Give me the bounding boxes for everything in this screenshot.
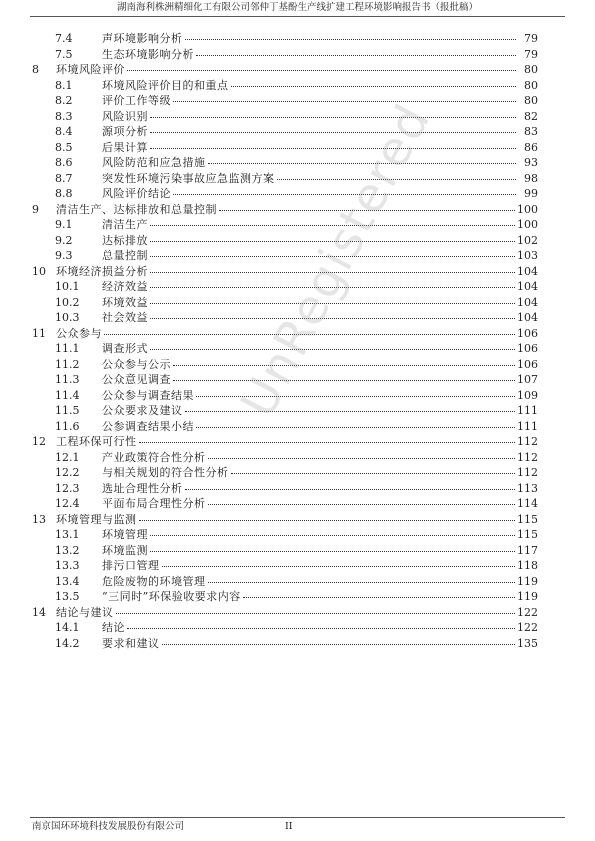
toc-entry-title: 危险废物的环境管理 — [102, 574, 206, 588]
toc-entry-page: 117 — [517, 543, 538, 557]
toc-entry-title: 结论与建议 — [56, 605, 114, 619]
toc-entry-title: 环境监测 — [102, 543, 148, 557]
toc-entry-page: 106 — [517, 326, 538, 340]
toc-entry-page: 104 — [517, 280, 538, 293]
toc-entry-number: 8.1 — [55, 78, 73, 92]
toc-entry-page: 119 — [517, 590, 538, 603]
toc-leader-dots — [196, 426, 515, 428]
toc-entry-number: 8 — [32, 63, 39, 76]
toc-entry-number: 11.3 — [55, 373, 80, 386]
toc-entry-title: 公众意见调查 — [102, 373, 171, 386]
toc-entry-number: 7.4 — [55, 32, 73, 45]
toc-entry[interactable] — [32, 170, 538, 186]
toc-entry[interactable] — [32, 61, 538, 77]
toc-entry-page: 107 — [517, 373, 538, 386]
toc-entry[interactable] — [32, 480, 538, 496]
toc-entry-number: 13.1 — [55, 528, 80, 541]
toc-leader-dots — [208, 457, 516, 459]
toc-entry[interactable] — [32, 263, 538, 279]
toc-entry[interactable] — [32, 464, 538, 480]
toc-entry-page: 114 — [517, 497, 538, 510]
toc-entry-title: 环境管理 — [102, 528, 148, 541]
toc-entry-number: 7.5 — [55, 47, 73, 61]
toc-entry[interactable] — [32, 30, 538, 46]
toc-entry-number: 8.2 — [55, 94, 73, 107]
toc-entry-title: 后果计算 — [102, 140, 148, 154]
toc-entry-title: 总量控制 — [102, 249, 148, 262]
toc-entry-page: 112 — [517, 435, 538, 448]
toc-entry-title: 环境效益 — [102, 295, 148, 309]
toc-entry-title: 公众参与公示 — [102, 357, 171, 371]
toc-entry[interactable] — [32, 449, 538, 465]
toc-entry-number: 11.5 — [55, 404, 80, 417]
toc-entry-number: 8.4 — [55, 125, 73, 138]
toc-leader-dots — [139, 519, 516, 521]
toc-entry[interactable] — [32, 433, 538, 449]
toc-leader-dots — [150, 550, 515, 552]
toc-entry-title: 公众参与调查结果 — [102, 388, 194, 402]
footer-company: 南京国环环境科技发展股份有限公司 — [32, 821, 185, 832]
toc-entry[interactable] — [32, 557, 538, 573]
toc-entry-number: 12 — [32, 435, 46, 448]
toc-entry-title: 环境经济损益分析 — [56, 264, 148, 278]
toc-entry[interactable] — [32, 216, 538, 232]
toc-entry-number: 14.2 — [55, 636, 80, 650]
toc-entry[interactable] — [32, 154, 538, 170]
toc-entry-title: 结论 — [102, 621, 125, 634]
toc-entry-title: 环境风险评价目的和重点 — [102, 78, 229, 92]
toc-leader-dots — [185, 410, 516, 412]
toc-leader-dots — [173, 379, 515, 381]
toc-entry-title: 公参调查结果小结 — [102, 419, 194, 433]
toc-entry-page: 80 — [524, 63, 538, 76]
toc-entry-title: 社会效益 — [102, 311, 148, 324]
toc-entry-number: 8.5 — [55, 140, 73, 154]
toc-entry-page: 115 — [517, 528, 538, 541]
toc-entry-number: 12.2 — [55, 466, 80, 479]
toc-entry-title: 突发性环境污染事故应急监测方案 — [102, 171, 275, 185]
toc-entry-page: 103 — [517, 249, 538, 262]
toc-entry-page: 99 — [524, 187, 538, 200]
toc-entry-page: 111 — [517, 404, 538, 417]
toc-leader-dots — [208, 581, 516, 583]
toc-entry-page: 135 — [517, 636, 538, 650]
toc-entry[interactable] — [32, 185, 538, 201]
toc-entry[interactable] — [32, 526, 538, 542]
toc-leader-dots — [231, 85, 517, 87]
toc-entry-number: 9.3 — [55, 249, 73, 262]
toc-entry-title: 平面布局合理性分析 — [102, 497, 206, 510]
toc-entry-title: 经济效益 — [102, 280, 148, 293]
toc-entry[interactable] — [32, 588, 538, 604]
toc-entry-number: 8.6 — [55, 156, 73, 169]
toc-leader-dots — [173, 100, 516, 102]
toc-entry-title: 源项分析 — [102, 125, 148, 138]
toc-entry-page: 100 — [517, 202, 538, 216]
toc-leader-dots — [185, 488, 516, 490]
toc-leader-dots — [208, 503, 516, 505]
toc-entry-number: 10 — [32, 264, 46, 278]
toc-entry[interactable] — [32, 278, 538, 294]
toc-leader-dots — [150, 147, 516, 149]
toc-entry-number: 10.1 — [55, 280, 80, 293]
toc-entry-page: 112 — [517, 466, 538, 479]
toc-entry-number: 12.1 — [55, 450, 80, 464]
toc-entry[interactable] — [32, 92, 538, 108]
toc-entry[interactable] — [32, 635, 538, 651]
toc-leader-dots — [162, 565, 516, 567]
toc-entry-page: 80 — [524, 78, 538, 92]
toc-entry-number: 12.3 — [55, 481, 80, 495]
toc-entry[interactable] — [32, 511, 538, 527]
toc-entry[interactable] — [32, 201, 538, 217]
toc-leader-dots — [185, 38, 517, 40]
toc-entry[interactable] — [32, 139, 538, 155]
toc-entry-page: 104 — [517, 295, 538, 309]
toc-entry-number: 9.1 — [55, 218, 73, 231]
footer-page-number: II — [285, 821, 293, 832]
toc-entry-page: 98 — [524, 171, 538, 185]
toc-leader-dots — [150, 534, 515, 536]
toc-entry-number: 11.1 — [55, 342, 80, 355]
toc-entry-title: 生态环境影响分析 — [102, 47, 194, 61]
toc-entry-title: 选址合理性分析 — [102, 481, 183, 495]
toc-entry-page: 118 — [517, 559, 538, 572]
toc-entry-title: 工程环保可行性 — [56, 435, 137, 448]
toc-entry-number: 11 — [32, 326, 46, 340]
toc-entry-title: 环境风险评价 — [56, 63, 125, 76]
toc-entry[interactable] — [32, 418, 538, 434]
toc-entry-title: 公众参与 — [56, 326, 102, 340]
toc-entry-number: 8.7 — [55, 171, 73, 185]
toc-entry-page: 122 — [517, 605, 538, 619]
toc-leader-dots — [150, 116, 516, 118]
toc-entry-number: 13.3 — [55, 559, 80, 572]
toc-entry-page: 113 — [517, 481, 538, 495]
toc-entry-title: 排污口管理 — [102, 559, 160, 572]
toc-entry-page: 80 — [524, 94, 538, 107]
toc-entry-number: 12.4 — [55, 497, 80, 510]
toc-entry-title: 清洁生产、达标排放和总量控制 — [56, 202, 217, 216]
toc-entry-number: 8.8 — [55, 187, 73, 200]
toc-entry-number: 14.1 — [55, 621, 80, 634]
toc-entry-number: 13 — [32, 512, 46, 526]
toc-leader-dots — [150, 348, 515, 350]
toc-entry[interactable] — [32, 495, 538, 511]
toc-entry-title: 风险防范和应急措施 — [102, 156, 206, 169]
toc-entry-page: 122 — [517, 621, 538, 634]
toc-leader-dots — [116, 612, 516, 614]
toc-entry[interactable] — [32, 232, 538, 248]
toc-entry-number: 14 — [32, 605, 46, 619]
toc-entry-number: 13.2 — [55, 543, 80, 557]
toc-entry-number: 8.3 — [55, 109, 73, 123]
toc-entry[interactable] — [32, 573, 538, 589]
toc-entry-page: 102 — [517, 233, 538, 247]
toc-entry[interactable] — [32, 247, 538, 263]
toc-entry[interactable] — [32, 542, 538, 558]
toc-entry-page: 112 — [517, 450, 538, 464]
toc-leader-dots — [127, 627, 515, 629]
toc-entry[interactable] — [32, 604, 538, 620]
toc-leader-dots — [150, 131, 516, 133]
toc-entry-number: 11.4 — [55, 388, 80, 402]
toc-entry-title: 清洁生产 — [102, 218, 148, 231]
page-header — [30, 2, 565, 17]
toc-entry-title: 达标排放 — [102, 233, 148, 247]
toc-leader-dots — [139, 441, 516, 443]
toc-entry-page: 79 — [524, 32, 538, 45]
toc-entry-title: 调查形式 — [102, 342, 148, 355]
toc-entry-number: 13.4 — [55, 574, 80, 588]
header-title: 湖南海利株洲精细化工有限公司邻仲丁基酚生产线扩建工程环境影响报告书（报批稿） — [116, 2, 478, 13]
toc-entry-page: 115 — [517, 512, 538, 526]
toc-entry-page: 106 — [517, 342, 538, 355]
toc-leader-dots — [196, 54, 516, 56]
toc-entry-title: 公众要求及建议 — [102, 404, 183, 417]
toc-leader-dots — [127, 69, 516, 71]
toc-entry-title: 环境管理与监测 — [56, 512, 137, 526]
toc-entry-title: 风险评价结论 — [102, 187, 171, 200]
toc-entry-page: 106 — [517, 357, 538, 371]
watermark: UnRegistered — [230, 94, 442, 427]
toc-entry-title: 要求和建议 — [102, 636, 160, 650]
toc-leader-dots — [173, 364, 515, 366]
toc-entry-number: 11.2 — [55, 357, 80, 371]
toc-entry[interactable] — [32, 108, 538, 124]
toc-entry-title: 评价工作等级 — [102, 94, 171, 107]
toc-entry-title: 声环境影响分析 — [102, 32, 183, 45]
toc-entry[interactable] — [32, 77, 538, 93]
toc-entry[interactable] — [32, 46, 538, 62]
toc-entry[interactable] — [32, 123, 538, 139]
toc-entry-page: 111 — [517, 419, 538, 433]
toc-entry-title: 与相关规划的符合性分析 — [102, 466, 229, 479]
toc-entry-number: 9.2 — [55, 233, 73, 247]
toc-entry-number: 13.5 — [55, 590, 80, 603]
toc-entry-title: “三同时”环保验收要求内容 — [102, 590, 241, 603]
toc-leader-dots — [162, 643, 516, 645]
toc-entry-number: 9 — [32, 202, 39, 216]
toc-entry-number: 10.3 — [55, 311, 80, 324]
toc-entry-page: 100 — [517, 218, 538, 231]
toc-leader-dots — [231, 472, 516, 474]
toc-entry-number: 11.6 — [55, 419, 80, 433]
toc-entry[interactable] — [32, 619, 538, 635]
toc-entry-page: 119 — [517, 574, 538, 588]
toc-leader-dots — [243, 596, 515, 598]
toc-entry-page: 104 — [517, 311, 538, 324]
toc-entry-title: 风险识别 — [102, 109, 148, 123]
toc-entry-page: 79 — [524, 47, 538, 61]
toc-entry-page: 104 — [517, 264, 538, 278]
toc-entry-page: 93 — [524, 156, 538, 169]
toc-entry-page: 82 — [524, 109, 538, 123]
toc-entry-number: 10.2 — [55, 295, 80, 309]
toc-entry-page: 109 — [517, 388, 538, 402]
page-footer — [30, 817, 565, 835]
toc-entry-page: 86 — [524, 140, 538, 154]
toc-entry-page: 83 — [524, 125, 538, 138]
toc-entry-title: 产业政策符合性分析 — [102, 450, 206, 464]
